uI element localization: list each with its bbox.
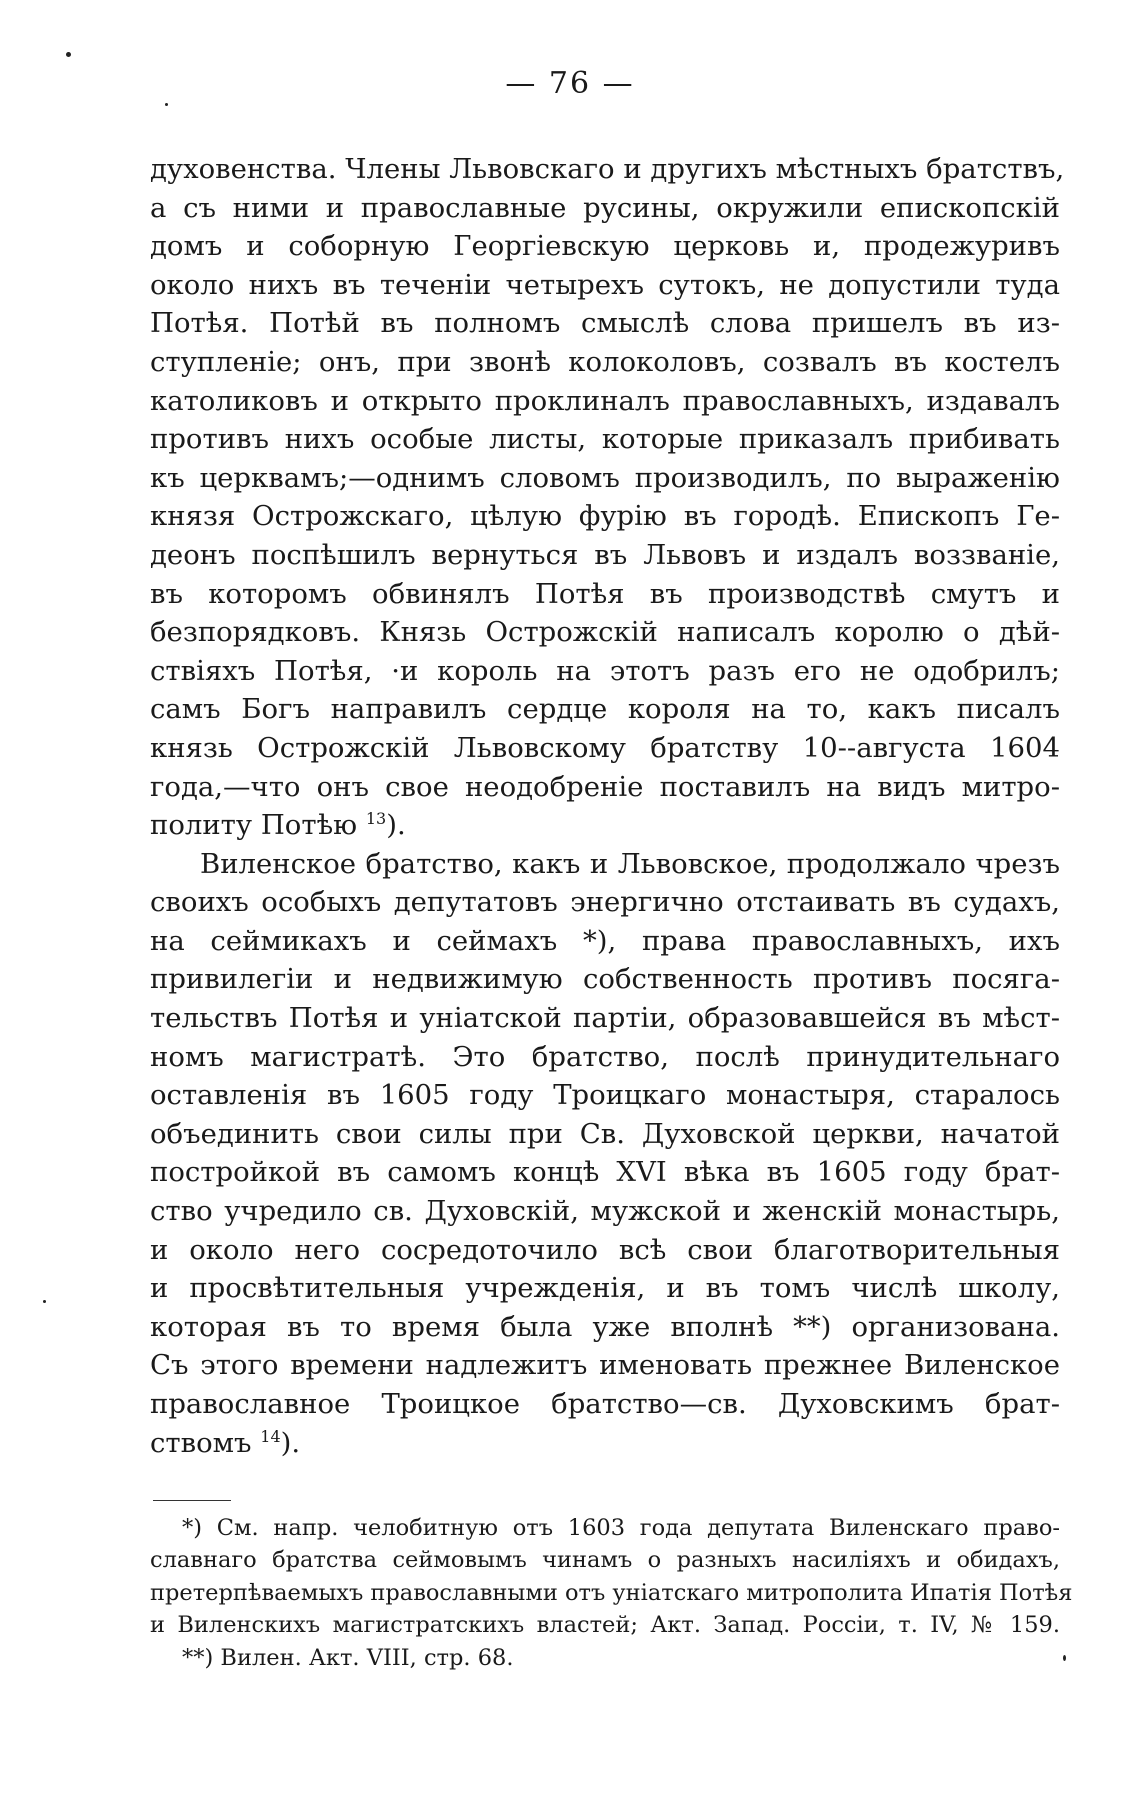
footnote-ref-13: 13 — [365, 808, 387, 828]
footnote-ref-close: ). — [386, 809, 406, 842]
text-line: и просвѣтительныя учрежденія, и въ томъ числѣ школу, — [150, 1272, 1060, 1305]
footnote-line: *) См. напр. челобитную отъ 1603 года депутата Виленскаго право- — [182, 1515, 1060, 1541]
text-line: деонъ поспѣшилъ вернуться въ Львовъ и издалъ воззваніе, — [150, 538, 1060, 571]
text-line: и около него сосредоточило всѣ свои благотворительныя — [150, 1233, 1060, 1266]
footnote-ref-14: 14 — [260, 1426, 281, 1446]
page-number: — 76 — — [505, 66, 635, 101]
footnote-line: славнаго братства сеймовымъ чинамъ о разныхъ насиліяхъ и обидахъ, — [150, 1547, 1060, 1574]
paragraph-start-line: Виленское братство, какъ и Львовское, продолжало чрезъ — [200, 847, 1060, 880]
scan-speck — [43, 1300, 46, 1303]
footnote-divider — [153, 1500, 231, 1501]
text-line: объединить свои силы при Св. Духовской церкви, начатой — [150, 1117, 1060, 1150]
text-line: ступленіе; онъ, при звонѣ колоколовъ, созвалъ въ костелъ — [150, 345, 1060, 378]
text-line: самъ Богъ направилъ сердце короля на то, какъ писалъ — [150, 693, 1060, 726]
main-text — [150, 150, 1065, 1462]
paragraph-end-line — [150, 806, 1060, 845]
text-line: въ которомъ обвинялъ Потѣя въ производствѣ смутъ и — [150, 577, 1060, 610]
text-line: постройкой въ самомъ концѣ XVI вѣка въ 1605 году брат- — [150, 1156, 1060, 1189]
text-line: домъ и соборную Георгіевскую церковь и, продежуривъ — [150, 230, 1060, 263]
text-line: противъ нихъ особые листы, которые приказалъ прибивать — [150, 423, 1060, 456]
text-line: тельствъ Потѣя и уніатской партіи, образовавшейся въ мѣст- — [150, 1002, 1060, 1035]
footnote-line: **) Вилен. Акт. VIII, стр. 68. — [182, 1644, 514, 1671]
text-line: Потѣя. Потѣй въ полномъ смыслѣ слова пришелъ въ из- — [150, 307, 1060, 340]
text-fragment: ствомъ — [150, 1426, 252, 1459]
text-line: около нихъ въ теченіи четырехъ сутокъ, не допустили туда — [150, 268, 1060, 301]
text-line: князя Острожскаго, цѣлую фурію въ городѣ. Епископъ Ге- — [150, 500, 1060, 533]
footnote-line: претерпѣваемыхъ православными отъ уніатскаго митрополита Ипатія Потѣя — [150, 1579, 1073, 1606]
scan-speck — [1063, 1655, 1066, 1661]
text-line: безпорядковъ. Князь Острожскій написалъ королю о дѣй- — [150, 616, 1060, 649]
text-line: оставленія въ 1605 году Троицкаго монастыря, старалось — [150, 1079, 1060, 1112]
text-line: привилегіи и недвижимую собственность противъ посяга- — [150, 963, 1060, 996]
footnote-line: и Виленскихъ магистратскихъ властей; Акт. Запад. Россіи, т. IV, № 159. — [150, 1612, 1060, 1639]
text-line: къ церквамъ;—однимъ словомъ производилъ, по выраженію — [150, 461, 1060, 494]
text-line: а съ ними и православные русины, окружили епископскій — [150, 191, 1060, 224]
text-line: православное Троицкое братство—св. Духовскимъ брат- — [150, 1388, 1060, 1420]
scan-speck — [165, 103, 168, 106]
scan-speck — [66, 52, 71, 57]
text-line: ство учредило св. Духовскій, мужской и женскій монастырь, — [150, 1195, 1060, 1228]
text-line: номъ магистратѣ. Это братство, послѣ принудительнаго — [150, 1040, 1060, 1073]
text-line: которая въ то время была уже вполнѣ **) организована. — [150, 1310, 1060, 1343]
paragraph-end-line — [150, 1424, 1060, 1463]
text-line: на сеймикахъ и сеймахъ *), права православныхъ, ихъ — [150, 924, 1060, 957]
text-line: ствіяхъ Потѣя, ·и король на этотъ разъ его не одобрилъ; — [150, 654, 1060, 687]
text-line: католиковъ и открыто проклиналъ православныхъ, издавалъ — [150, 384, 1060, 417]
text-line: князь Острожскій Львовскому братству 10--августа 1604 — [150, 731, 1060, 764]
text-line: года,—что онъ свое неодобреніе поставилъ на видъ митро- — [150, 770, 1060, 803]
footnote-ref-close: ). — [280, 1426, 301, 1459]
text-line: своихъ особыхъ депутатовъ энергично отстаивать въ судахъ, — [150, 886, 1060, 919]
text-line: Съ этого времени надлежитъ именовать прежнее Виленское — [150, 1349, 1060, 1382]
footnotes — [150, 1512, 1073, 1674]
text-line: духовенства. Члены Львовскаго и другихъ мѣстныхъ братствъ, — [150, 153, 1065, 185]
text-fragment: политу Потѣю — [150, 809, 358, 842]
